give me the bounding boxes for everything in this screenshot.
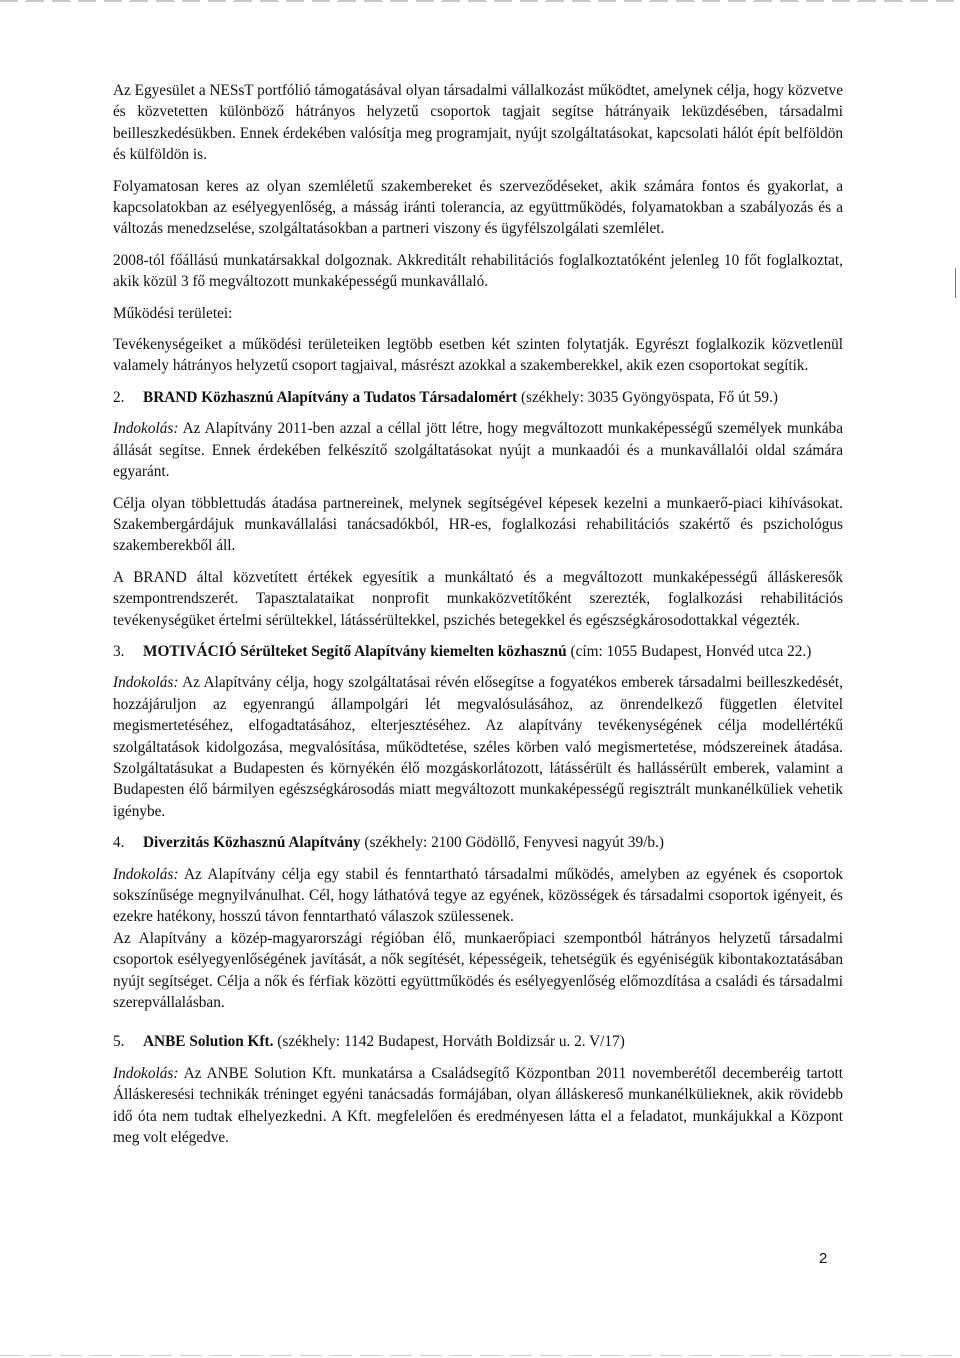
intro-paragraph-1: Az Egyesület a NESsT portfólió támogatásával olyan társadalmi vállalkozást működtet, amelynek célja, hogy közvetve és közvetetten különböző hátrányos helyzetű csoportok tagjait segítse hátrányaik leküzdésében, társadalmi beilleszkedésükben. Ennek érdekében valósítja meg programjait, nyújt szolgáltatásokat, kapcsolati hálót épít belföldön és külföldön is.	[113, 82, 843, 164]
list-item-5	[113, 1031, 843, 1052]
justification-paragraph: Indokolás: Az Alapítvány célja, hogy szolgáltatásai révén elősegítse a fogyatékos emberek társadalmi beilleszkedését, hozzájáruljon az egyenrangú állampolgári lét megvalósulásához, az önrendelkező független életvitel megismertetéséhez, elfogadtatásához, elterjesztéséhez. Az alapítvány tevékenységének célja modellértékű szolgáltatások kidolgozása, megvalósítása, működtetése, széles körben való megismertetése, módszereinek átadása. Szolgáltatásukat a Budapesten és környékén élő mozgáskorlátozott, látássérült és hallássérült emberek, valamint a Budapesten élő bármilyen egészségkárosodás miatt megváltozott munkaképességű regisztrált munkanélküliek vehetik igénybe.	[113, 674, 843, 820]
item-paragraph: Az Alapítvány a közép-magyarországi régióban élő, munkaerőpiaci szempontból hátrányos helyzetű társadalmi csoportok esélyegyenlőségének javítását, a nők segítését, képességeik, tehetségük és egyéniségük kibontakoztatásában nyújt segítséget. Célja a nők és férfiak közötti együttműködés és esélyegyenlőség előmozdítása a családi és társadalmi szerepvállalásban.	[113, 929, 843, 1012]
intro-paragraph-5: Tevékenységeiket a működési területeiken legtöbb esetben két szinten folytatják. Egyrészt foglalkozik közvetlenül valamely hátrányos helyzetű csoport tagjaival, másrészt azokkal a szakemberekkel, akik ezen csoportokat segítik.	[113, 336, 843, 375]
page-number: 2	[819, 1250, 828, 1267]
justification-label: Indokolás:	[113, 420, 179, 438]
list-item-3	[113, 641, 843, 662]
scan-edge-top	[0, 0, 960, 2]
organization-name: BRAND Közhasznú Alapítvány a Tudatos Társadalomért	[143, 388, 518, 406]
list-number: 5.	[113, 1033, 125, 1051]
organization-address: (cím: 1055 Budapest, Honvéd utca 22.)	[566, 642, 812, 660]
justification-label: Indokolás:	[113, 674, 179, 692]
justification-paragraph: Indokolás: Az Alapítvány célja egy stabil és fenntartható társadalmi működés, amelyben az egyének és csoportok sokszínűsége megnyilvánulhat. Cél, hogy láthatóvá tegye az egyének, közösségek és társadalmi csoportok igényeit, és ezekre hatékony, hosszú távon fenntartható válaszok szülessenek.	[113, 865, 843, 926]
organization-name: ANBE Solution Kft.	[143, 1033, 274, 1051]
list-number: 2.	[113, 388, 125, 406]
document-page	[113, 80, 843, 1158]
item-paragraph: Célja olyan többlettudás átadása partnereinek, melynek segítségével képesek kezelni a munkaerő-piaci kihívásokat. Szakembergárdájuk munkavállalási tanácsadókból, HR-es, foglalkozási rehabilitációs szakértő és pszichológus szakemberekből áll.	[113, 494, 843, 555]
areas-heading: Működési területei:	[113, 304, 233, 322]
organization-address: (székhely: 1142 Budapest, Horváth Boldizsár u. 2. V/17)	[273, 1033, 625, 1051]
justification-paragraph: Indokolás: Az Alapítvány 2011-ben azzal a céllal jött létre, hogy megváltozott munkaképességű személyek munkába állását segítse. Ennek érdekében felkészítő szolgáltatásokat nyújt a munkaadói és a munkavállalói oldal számára egyaránt.	[113, 420, 843, 481]
justification-label: Indokolás:	[113, 1064, 179, 1082]
list-number: 4.	[113, 834, 125, 852]
scan-edge-bottom	[0, 1355, 960, 1356]
organization-name: Diverzitás Közhasznú Alapítvány	[143, 834, 361, 852]
scan-margin-mark	[955, 268, 956, 298]
list-item-4	[113, 832, 843, 853]
intro-paragraph-2: Folyamatosan keres az olyan szemléletű szakembereket és szerveződéseket, akik számára fontos és gyakorlat, a kapcsolatokban az esélyegyenlőség, a másság iránti tolerancia, az együttműködés, folyamatokban a szabályozás és a változás menedzselése, szolgáltatásokban a partneri viszony és ügyfélszolgálati szemlélet.	[113, 177, 843, 238]
organization-name: MOTIVÁCIÓ Sérülteket Segítő Alapítvány kiemelten közhasznú	[143, 642, 567, 660]
list-item-2	[113, 387, 843, 408]
organization-address: (székhely: 2100 Gödöllő, Fenyvesi nagyút 39/b.)	[360, 834, 664, 852]
justification-label: Indokolás:	[113, 865, 179, 883]
list-number: 3.	[113, 642, 125, 660]
intro-paragraph-3: 2008-tól főállású munkatársakkal dolgoznak. Akkreditált rehabilitációs foglalkoztatóként jelenleg 10 főt foglalkoztat, akik közül 3 fő megváltozott munkaképességű munkavállaló.	[113, 251, 843, 291]
item-paragraph: A BRAND által közvetített értékek egyesítik a munkáltató és a megváltozott munkaképességű álláskeresők szempontrendszerét. Tapasztalataikat nonprofit munkaközvetítőként szerezték, foglalkozási rehabilitációs tevékenységüket értelmi sérültekkel, látássérültekkel, pszichés betegekkel és egészségkárosodottakkal végezték.	[113, 568, 843, 629]
justification-paragraph: Indokolás: Az ANBE Solution Kft. munkatársa a Családsegítő Központban 2011 novemberétől decemberéig tartott Álláskeresési technikák tréninget egyéni tanácsadás formájában, olyan álláskereső munkanélkülieknek, akik rövidebb idő óta nem tudtak elhelyezkedni. A Kft. megfelelően és eredményesen látta el a feladatot, munkájukkal a Központ meg volt elégedve.	[113, 1064, 843, 1147]
organization-address: (székhely: 3035 Gyöngyöspata, Fő út 59.)	[517, 388, 779, 406]
